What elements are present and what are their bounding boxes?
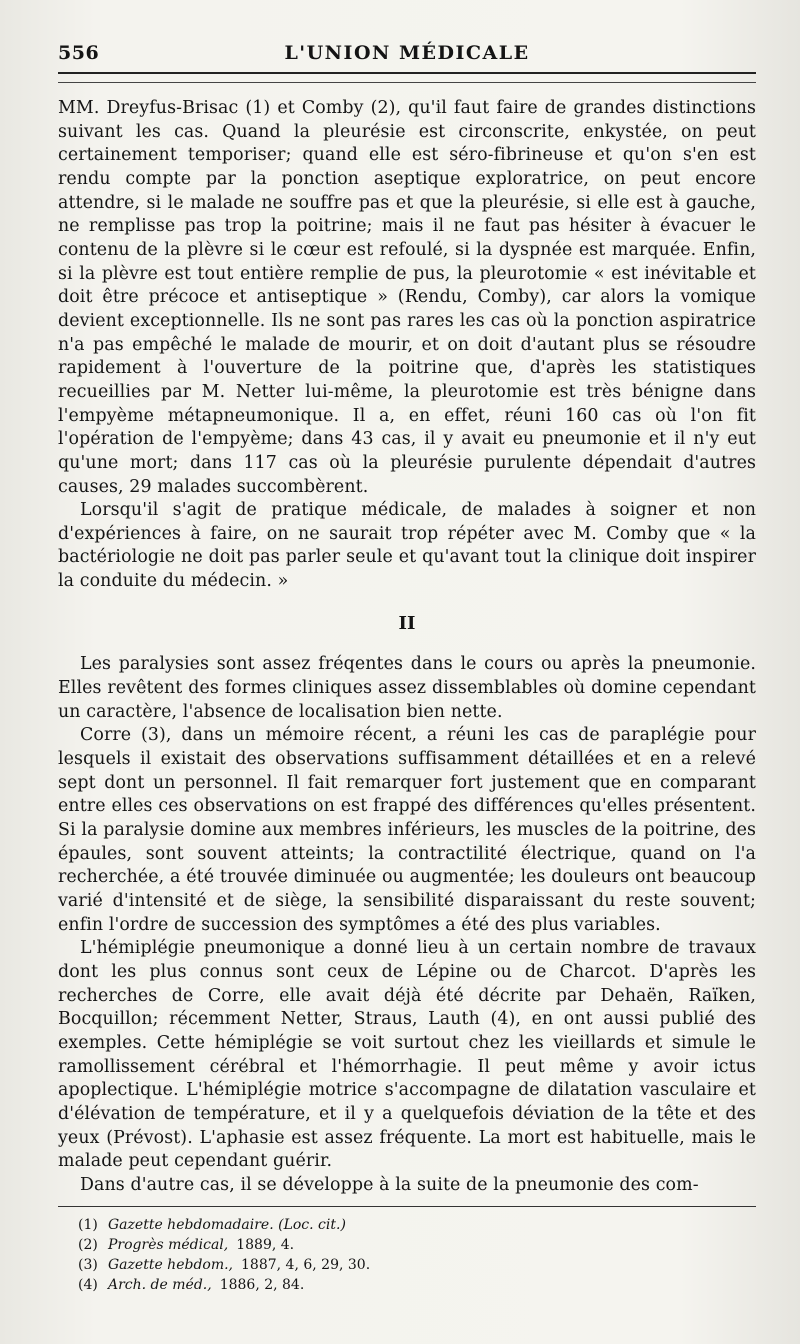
footnote-number: (3)	[78, 1256, 98, 1273]
footnote-source: Progrès médical,	[108, 1236, 229, 1253]
footnote-details: 1887, 4, 6, 29, 30.	[241, 1256, 371, 1273]
running-title: L'UNION MÉDICALE	[284, 42, 530, 64]
footnote-source: Arch. de méd.,	[108, 1276, 212, 1293]
footnote-number: (1)	[78, 1216, 98, 1233]
paragraph: Corre (3), dans un mémoire récent, a réuni les cas de paraplégie pour lesquels il existait des observations suffisamment détaillées et en a relevé sept dont un personnel. Il fait remarquer fort justement que en comparant entre elles ces observations on est frappé des différences qu'elles présentent. Si la paralysie domine aux membres inférieurs, les muscles de la poitrine, des épaules, sont souvent atteints; la contractilité électrique, quand on l'a recherchée, a été trouvée diminuée ou augmentée; les douleurs ont beaucoup varié d'intensité et de siège, la sensibilité disparaissant du reste souvent; enfin l'ordre de succession des symptômes a été des plus variables.	[58, 725, 756, 935]
page-number: 556	[58, 42, 100, 64]
paragraph: L'hémiplégie pneumonique a donné lieu à un certain nombre de travaux dont les plus connus sont ceux de Lépine ou de Charcot. D'après les recherches de Corre, elle avait déjà été décrite par Dehaën, Raïken, Bocquillon; récemment Netter, Straus, Lauth (4), en ont aussi publié des exemples. Cette hémiplégie se voit surtout chez les vieillards et simule le ramollissement cérébral et l'hémorrhagie. Il peut même y avoir ictus apoplectique. L'hémiplégie motrice s'accompagne de dilatation vasculaire et d'élévation de température, et il y a quelquefois déviation de la tête et des yeux (Prévost). L'aphasie est assez fréquente. La mort est habituelle, mais le malade peut cependant guérir.	[58, 938, 756, 1172]
footnote-source: Gazette hebdomadaire. (Loc. cit.)	[108, 1216, 346, 1233]
footnote	[58, 1235, 756, 1255]
footnote-number: (2)	[78, 1236, 98, 1253]
header-rule-thin	[58, 82, 756, 83]
article-body	[58, 97, 756, 1198]
paragraph: Les paralysies sont assez fréqentes dans le cours ou après la pneumonie. Elles revêtent des formes cliniques assez dissemblables où domine cependant un caractère, l'absence de localisation bien nette.	[58, 654, 756, 722]
page-header	[58, 28, 756, 64]
footnote	[58, 1275, 756, 1295]
section-numeral: II	[398, 612, 416, 634]
footnote-details: 1886, 2, 84.	[219, 1276, 305, 1293]
footnote-details: 1889, 4.	[236, 1236, 295, 1253]
paragraph: Lorsqu'il s'agit de pratique médicale, de malades à soigner et non d'expériences à faire, on ne saurait trop répéter avec M. Comby que « la bactériologie ne doit pas parler seule et qu'avant tout la clinique doit inspirer la conduite du médecin. »	[58, 500, 756, 592]
footnote-number: (4)	[78, 1276, 98, 1293]
footnote-source: Gazette hebdom.,	[108, 1256, 234, 1273]
footnote	[58, 1255, 756, 1275]
footnote	[58, 1215, 756, 1235]
paragraph: MM. Dreyfus-Brisac (1) et Comby (2), qu'il faut faire de grandes distinctions suivant les cas. Quand la pleurésie est circonscrite, enkystée, on peut certainement temporiser; quand elle est séro-fibrineuse et qu'on s'en est rendu compte par la ponction aseptique exploratrice, on peut encore attendre, si le malade ne souffre pas et que la pleurésie, si elle est à gauche, ne remplisse pas trop la poitrine; mais il ne faut pas hésiter à évacuer le contenu de la plèvre si le cœur est refoulé, si la dyspnée est marquée. Enfin, si la plèvre est tout entière remplie de pus, la pleurotomie « est inévitable et doit être précoce et antiseptique » (Rendu, Comby), car alors la vomique devient exceptionnelle. Ils ne sont pas rares les cas où la ponction aspiratrice n'a pas empêché le malade de mourir, et on doit d'autant plus se résoudre rapidement à l'ouverture de la poitrine que, d'après les statistiques recueillies par M. Netter lui-même, la pleurotomie est très bénigne dans l'empyème métapneumonique. Il a, en effet, réuni 160 cas où l'on fit l'opération de l'empyème; dans 43 cas, il y avait eu pneumonie et il n'y eut qu'une mort; dans 117 cas où la pleurésie purulente dépendait d'autres causes, 29 malades succombèrent.	[58, 98, 756, 497]
paragraph: Dans d'autre cas, il se développe à la suite de la pneumonie des com-	[80, 1174, 699, 1195]
header-rule	[58, 72, 756, 74]
footnotes	[58, 1215, 756, 1295]
footnote-rule	[58, 1206, 756, 1207]
